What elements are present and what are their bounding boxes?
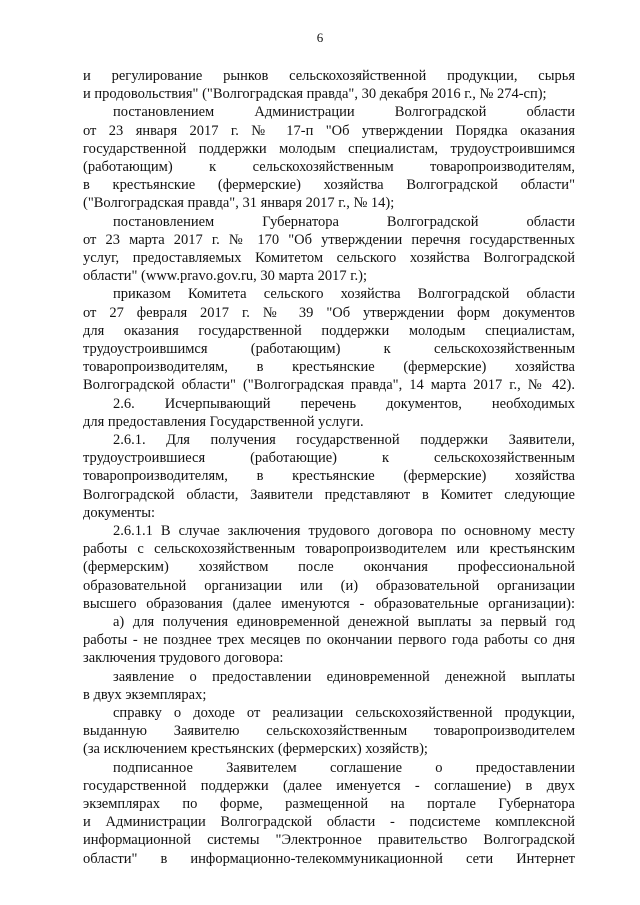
text-line: информационной системы "Электронное правительство Волгоградской (83, 832, 575, 849)
text-line: документы: (83, 504, 156, 521)
text-line: в двух экземплярах; (83, 686, 207, 703)
text-line: области" в информационно-телекоммуникационной сети Интернет (83, 850, 575, 867)
text-line: от 27 февраля 2017 г. № 39 "Об утверждении форм документов (83, 304, 575, 321)
text-line: для оказания государственной поддержки молодым специалистам, (83, 322, 575, 339)
text-line: выданную Заявителю сельскохозяйственным товаропроизводителем (83, 723, 575, 740)
text-line: образовательной организации или (и) образовательной организации (83, 577, 575, 594)
text-line: в крестьянские (фермерские) хозяйства Волгоградской области" (83, 177, 575, 194)
text-line: приказом Комитета сельского хозяйства Волгоградской области (113, 286, 575, 303)
text-line: постановлением Администрации Волгоградской области (113, 104, 575, 121)
text-line: работы с сельскохозяйственным товаропроизводителем или крестьянским (83, 541, 575, 558)
text-line: 2.6.1.1 В случае заключения трудового договора по основному месту (113, 523, 575, 539)
text-line: подписанное Заявителем соглашение о предоставлении (113, 759, 575, 776)
text-line: ("Волгоградская правда", 31 января 2017 г., № 14); (83, 195, 395, 212)
text-line: от 23 марта 2017 г. № 170 "Об утверждении перечня государственных (83, 231, 575, 248)
text-line: постановлением Губернатора Волгоградской области (113, 213, 575, 230)
text-line: высшего образования (далее именуются - образовательные организации): (83, 595, 575, 612)
text-line: Волгоградской области" ("Волгоградская правда", 14 марта 2017 г., № 42). (83, 377, 575, 394)
text-line: услуг, предоставляемых Комитетом сельского хозяйства Волгоградской (83, 250, 575, 266)
text-line: товаропроизводителям, в крестьянские (фермерские) хозяйства (83, 468, 575, 485)
text-line: государственной поддержки (далее именуется - соглашение) в двух (83, 777, 575, 794)
text-line: для предоставления Государственной услуги. (83, 413, 364, 430)
text-line: работы - не позднее трех месяцев по окончании первого года работы со дня (83, 632, 575, 649)
text-line: (за исключением крестьянских (фермерских) хозяйств); (83, 741, 428, 758)
text-line: трудоустроившимся (работающим) к сельскохозяйственным (83, 341, 575, 357)
text-line: справку о доходе от реализации сельскохозяйственной продукции, (113, 705, 575, 721)
page-number: 6 (316, 30, 324, 45)
text-line: и Администрации Волгоградской области - подсистеме комплексной (83, 814, 575, 831)
text-line: 2.6. Исчерпывающий перечень документов, необходимых (113, 395, 575, 412)
text-line: от 23 января 2017 г. № 17-п "Об утверждении Порядка оказания (83, 122, 575, 139)
text-line: экземплярах по форме, размещенной на портале Губернатора (83, 796, 575, 812)
text-line: (работающим) к сельскохозяйственным товаропроизводителям, (83, 159, 575, 175)
text-line: области" (www.pravo.gov.ru, 30 марта 2017 г.); (83, 268, 368, 285)
text-line: 2.6.1. Для получения государственной поддержки Заявители, (113, 432, 575, 448)
text-line: а) для получения единовременной денежной выплаты за первый год (113, 614, 575, 630)
text-line: товаропроизводителям, в крестьянские (фермерские) хозяйства (83, 359, 575, 376)
text-line: Волгоградской области, Заявители представляют в Комитет следующие (83, 486, 575, 503)
text-line: (фермерским) хозяйством после окончания профессиональной (83, 559, 575, 576)
text-line: трудоустроившиеся (работающие) к сельскохозяйственным (83, 450, 575, 467)
text-line: заключения трудового договора: (83, 650, 284, 667)
text-line: государственной поддержки молодым специалистам, трудоустроившимся (83, 140, 575, 157)
text-line: заявление о предоставлении единовременной денежной выплаты (113, 668, 575, 685)
text-line: и продовольствия" ("Волгоградская правда", 30 декабря 2016 г., № 274-сп); (83, 86, 547, 103)
text-line: и регулирование рынков сельскохозяйственной продукции, сырья (83, 68, 575, 84)
